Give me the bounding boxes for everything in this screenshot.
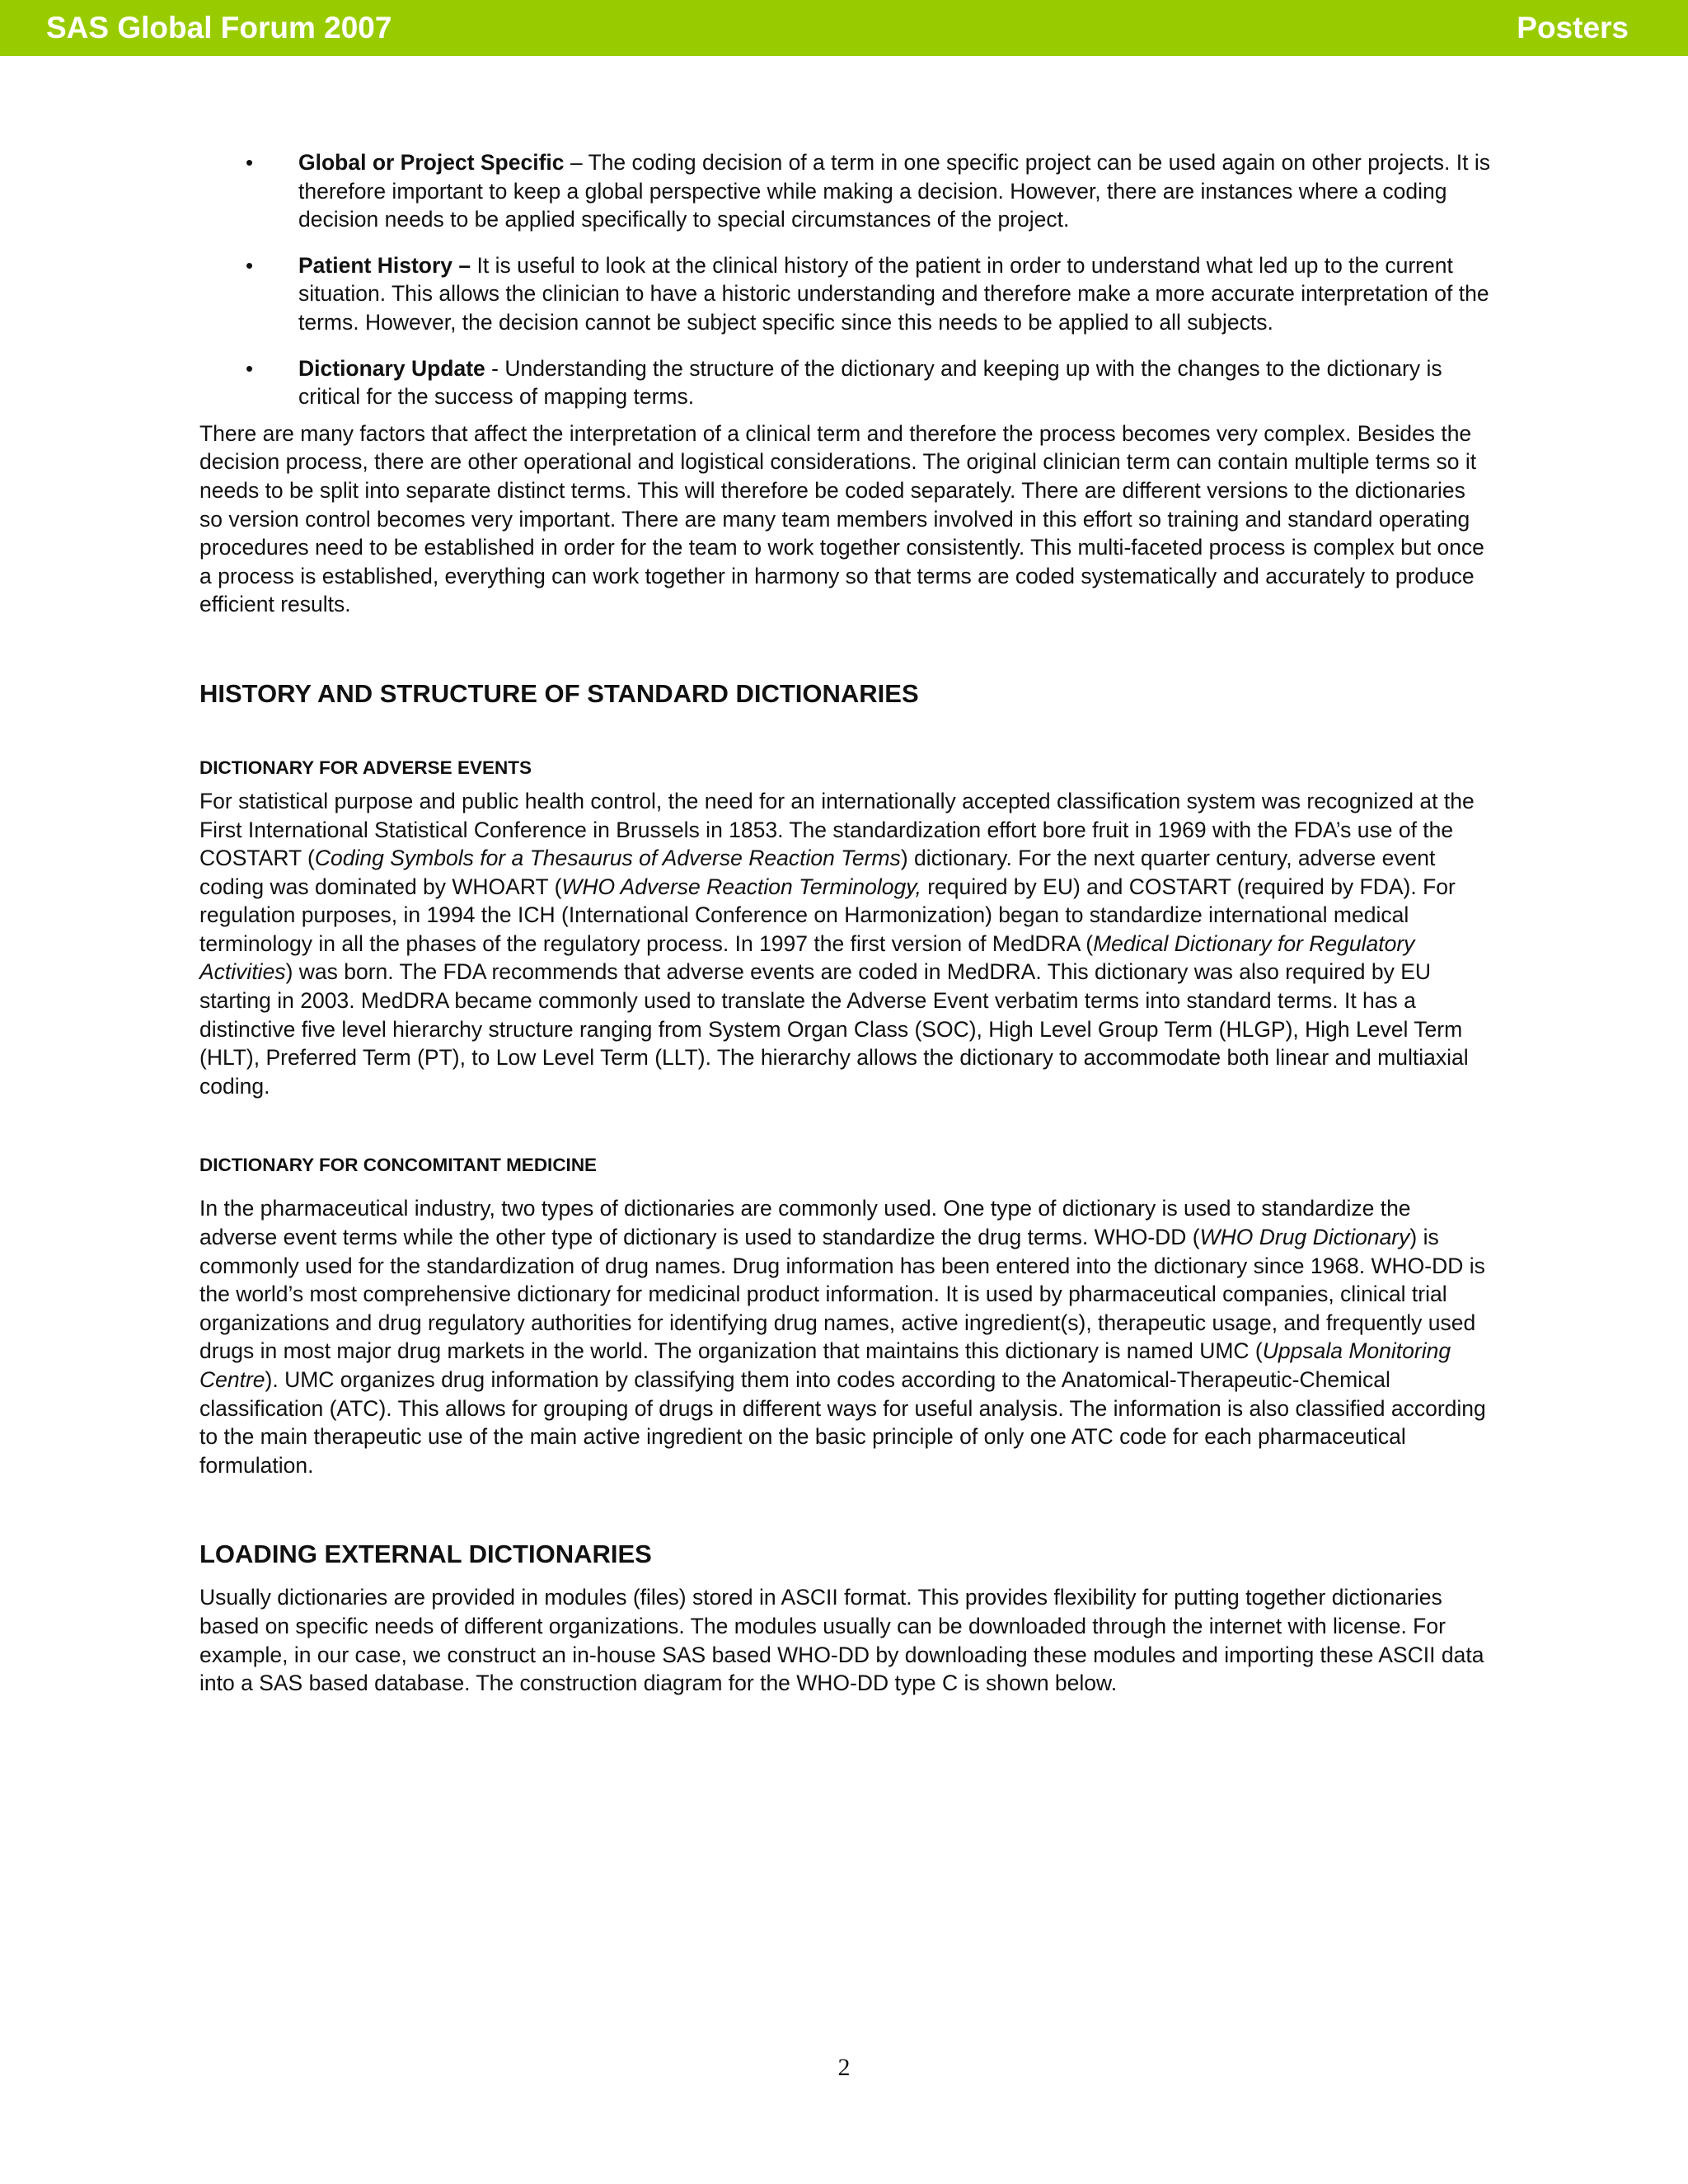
text-run: ) was born. The FDA recommends that adverse events are coded in MedDRA. This dictionary was also required by EU starting in 2003. MedDRA became commonly used to translate the Adverse Event verbatim terms into standard terms. It has a distinctive five level hierarchy structure ranging from System Organ Class (SOC), High Level Group Term (HLGP), High Level Term (HLT), Preferred Term (PT), to Low Level Term (LLT). The hierarchy allows the dictionary to accommodate both linear and multiaxial coding. — [199, 959, 1469, 1099]
text-run: ) dictionary. For the next quarter century, adverse event coding was dominated by WHOART ( — [199, 846, 1436, 899]
adverse-events-paragraph — [199, 787, 1490, 1101]
conference-title: SAS Global Forum 2007 — [46, 11, 392, 45]
text-run: required by EU) and COSTART (required by FDA). For regulation purposes, in 1994 the ICH (International Conference on Harmonization) began to standardize international medical terminology in all the phases of the regulatory process. In 1997 the first version of MedDRA ( — [199, 874, 1456, 956]
concomitant-medicine-paragraph — [199, 1194, 1490, 1479]
list-item — [199, 251, 1490, 337]
intro-paragraph: There are many factors that affect the interpretation of a clinical term and therefore the process becomes very complex. Besides the decision process, there are other operational and logistical considerations. The original clinician term can contain multiple terms so it needs to be split into separate distinct terms. This will therefore be coded separately. There are different versions to the dictionaries so version control becomes very important. There are many team members involved in this effort so training and standard operating procedures need to be established in order for the team to work together consistently. This multi-faceted process is complex but once a process is established, everything can work together in harmony so that terms are coded systematically and accurately to produce efficient results. — [199, 420, 1484, 617]
bullet-term: Patient History – — [298, 252, 471, 278]
subheading-adverse-events: DICTIONARY FOR ADVERSE EVENTS — [199, 757, 532, 778]
section-label: Posters — [1517, 11, 1629, 45]
bullet-term: Global or Project Specific — [298, 150, 565, 175]
italic-run: WHO Adverse Reaction Terminology, — [561, 874, 921, 899]
bullet-icon: • — [246, 150, 254, 175]
text-run: ) is commonly used for the standardization of drug names. Drug information has been entered into the dictionary since 1968. WHO-DD is the world’s most comprehensive dictionary for medicinal product information. It is used by pharmaceutical companies, clinical trial organizations and drug regulatory authorities for identifying drug names, active ingredient(s), therapeutic usage, and frequently used drugs in most major drug markets in the world. The organization that maintains this dictionary is named UMC ( — [199, 1225, 1485, 1364]
bullet-text: The coding decision of a term in one specific project can be used again on other projects. It is therefore important to keep a global perspective while making a decision. However, there are instances where a coding decision needs to be applied specifically to special circumstances of the project. — [298, 150, 1490, 232]
italic-run: Coding Symbols for a Thesaurus of Adverse Reaction Terms — [314, 846, 901, 871]
section-heading-history: HISTORY AND STRUCTURE OF STANDARD DICTIONARIES — [199, 678, 919, 708]
subheading-concomitant-medicine: DICTIONARY FOR CONCOMITANT MEDICINE — [199, 1155, 598, 1176]
bullet-list — [199, 148, 1490, 411]
list-item — [199, 354, 1490, 411]
page-number: 2 — [837, 2054, 851, 2081]
italic-run: Uppsala Monitoring Centre — [199, 1338, 1451, 1392]
bullet-separator — [471, 253, 476, 278]
page-content — [199, 148, 1490, 1698]
bullet-text: It is useful to look at the clinical history of the patient in order to understand what led up to the current situation. This allows the clinician to have a historic understanding and therefore make a more accurate interpretation of the terms. However, the decision cannot be subject specific since this needs to be applied to all subjects. — [298, 252, 1489, 335]
italic-run: Medical Dictionary for Regulatory Activities — [199, 930, 1415, 985]
bullet-separator: - — [485, 355, 505, 381]
bullet-icon: • — [246, 252, 254, 278]
list-item — [199, 148, 1490, 234]
loading-paragraph: Usually dictionaries are provided in modules (files) stored in ASCII format. This provides flexibility for putting together dictionaries based on specific needs of different organizations. The modules usually can be downloaded through the internet with license. For example, in our case, we construct an in-house SAS based WHO-DD by downloading these modules and importing these ASCII data into a SAS based database. The construction diagram for the WHO-DD type C is shown below. — [199, 1585, 1484, 1696]
header-banner — [0, 0, 1688, 56]
section-heading-loading: LOADING EXTERNAL DICTIONARIES — [199, 1540, 652, 1569]
text-run: In the pharmaceutical industry, two types of dictionaries are commonly used. One type of dictionary is used to standardize the adverse event terms while the other type of dictionary is used to standardize the drug terms. WHO-DD ( — [199, 1196, 1411, 1250]
bullet-separator: – — [564, 150, 588, 175]
text-run: For statistical purpose and public health control, the need for an internationally accepted classification system was recognized at the First International Statistical Conference in Brussels in 1853. The standardization effort bore fruit in 1969 with the FDA’s use of the COSTART ( — [199, 788, 1475, 871]
bullet-text: Understanding the structure of the dictionary and keeping up with the changes to the dictionary is critical for the success of mapping terms. — [298, 355, 1442, 410]
italic-run: WHO Drug Dictionary — [1199, 1225, 1410, 1250]
bullet-icon: • — [246, 355, 254, 381]
bullet-term: Dictionary Update — [298, 355, 485, 381]
text-run: ). UMC organizes drug information by classifying them into codes according to the Anatomical-Therapeutic-Chemical classification (ATC). This allows for grouping of drugs in different ways for useful analysis. The information is also classified according to the main therapeutic use of the main active ingredient on the basic principle of only one ATC code for each pharmaceutical formulation. — [199, 1367, 1486, 1478]
